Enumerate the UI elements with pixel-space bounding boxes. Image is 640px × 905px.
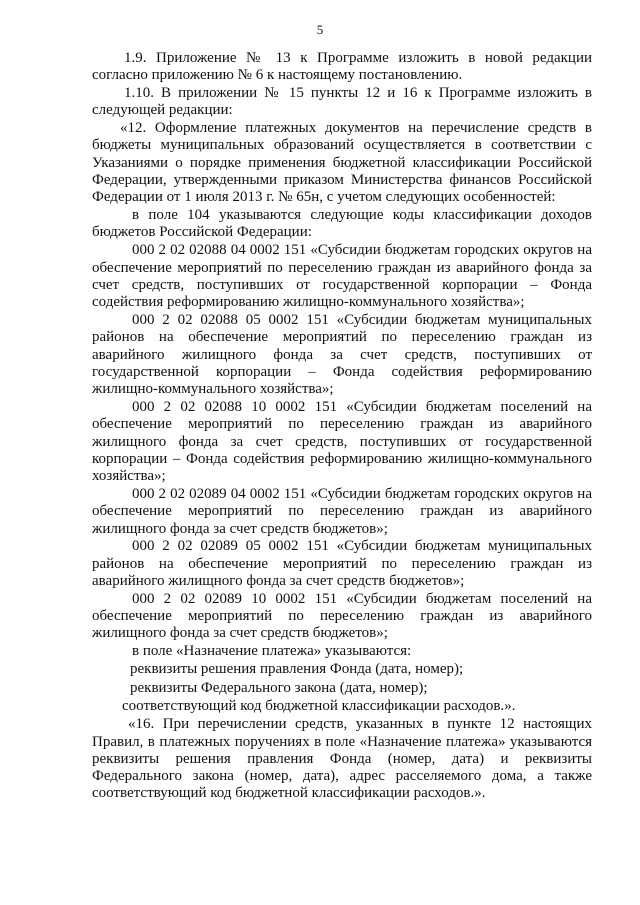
page-number: 5 bbox=[316, 22, 324, 37]
code-item-02088-05: 000 2 02 02088 05 0002 151 «Субсидии бюджетам муниципальных районов на обеспечение мероприятий по переселению граждан из аварийного жилищного фонда за счет средств, поступивших от государственной корпорации – Фонда содействия реформированию жилищно-коммунального хозяйства»; bbox=[92, 311, 592, 398]
paragraph-1-9: 1.9. Приложение № 13 к Программе изложить в новой редакции согласно приложению № 6 к настоящему постановлению. bbox=[92, 50, 592, 84]
requisites-law-line: реквизиты Федерального закона (дата, номер); bbox=[130, 679, 428, 696]
code-item-02088-10: 000 2 02 02088 10 0002 151 «Субсидии бюджетам поселений на обеспечение мероприятий по переселению граждан из аварийного жилищного фонда за счет средств, поступивших от государственной корпорации – Фонда содействия реформированию жилищно-коммунального хозяйства»; bbox=[92, 398, 592, 485]
paragraph-field-104: в поле 104 указываются следующие коды классификации доходов бюджетов Российской Федерации: bbox=[92, 207, 592, 241]
code-item-02089-10: 000 2 02 02089 10 0002 151 «Субсидии бюджетам поселений на обеспечение мероприятий по переселению граждан из аварийного жилищного фонда за счет средств бюджетов»; bbox=[92, 590, 592, 642]
expense-code-line: соответствующий код бюджетной классификации расходов.». bbox=[122, 697, 516, 714]
paragraph-item-16: «16. При перечислении средств, указанных в пункте 12 настоящих Правил, в платежных поручениях в поле «Назначение платежа» указываются реквизиты решения правления Фонда (номер, дата) и реквизиты Федерального закона (номер, дата), адрес расселяемого дома, а также соответствующий код бюджетной классификации расходов.». bbox=[92, 716, 592, 802]
code-item-02088-04: 000 2 02 02088 04 0002 151 «Субсидии бюджетам городских округов на обеспечение мероприятий по переселению граждан из аварийного фонда за счет средств, поступивших от государственной корпорации – Фонда содействия реформированию жилищно-коммунального хозяйства»; bbox=[92, 242, 592, 311]
payment-purpose-line: в поле «Назначение платежа» указываются: bbox=[132, 643, 412, 660]
paragraph-1-10: 1.10. В приложении № 15 пункты 12 и 16 к Программе изложить в следующей редакции: bbox=[92, 85, 592, 119]
code-item-02089-05: 000 2 02 02089 05 0002 151 «Субсидии бюджетам муниципальных районов на обеспечение мероприятий по переселению граждан из аварийного жилищного фонда за счет средств бюджетов»; bbox=[92, 538, 592, 589]
code-item-02089-04: 000 2 02 02089 04 0002 151 «Субсидии бюджетам городских округов на обеспечение мероприятий по переселению граждан из аварийного жилищного фонда за счет средств бюджетов»; bbox=[92, 485, 592, 537]
document-body bbox=[92, 50, 592, 803]
requisites-fund-line: реквизиты решения правления Фонда (дата, номер); bbox=[130, 661, 464, 678]
paragraph-item-12: «12. Оформление платежных документов на перечисление средств в бюджеты муниципальных образований осуществляется в соответствии с Указаниями о порядке применения бюджетной классификации Российской Федерации, утвержденными приказом Министерства финансов Российской Федерации от 1 июля 2013 г. № 65н, с учетом следующих особенностей: bbox=[92, 120, 592, 206]
